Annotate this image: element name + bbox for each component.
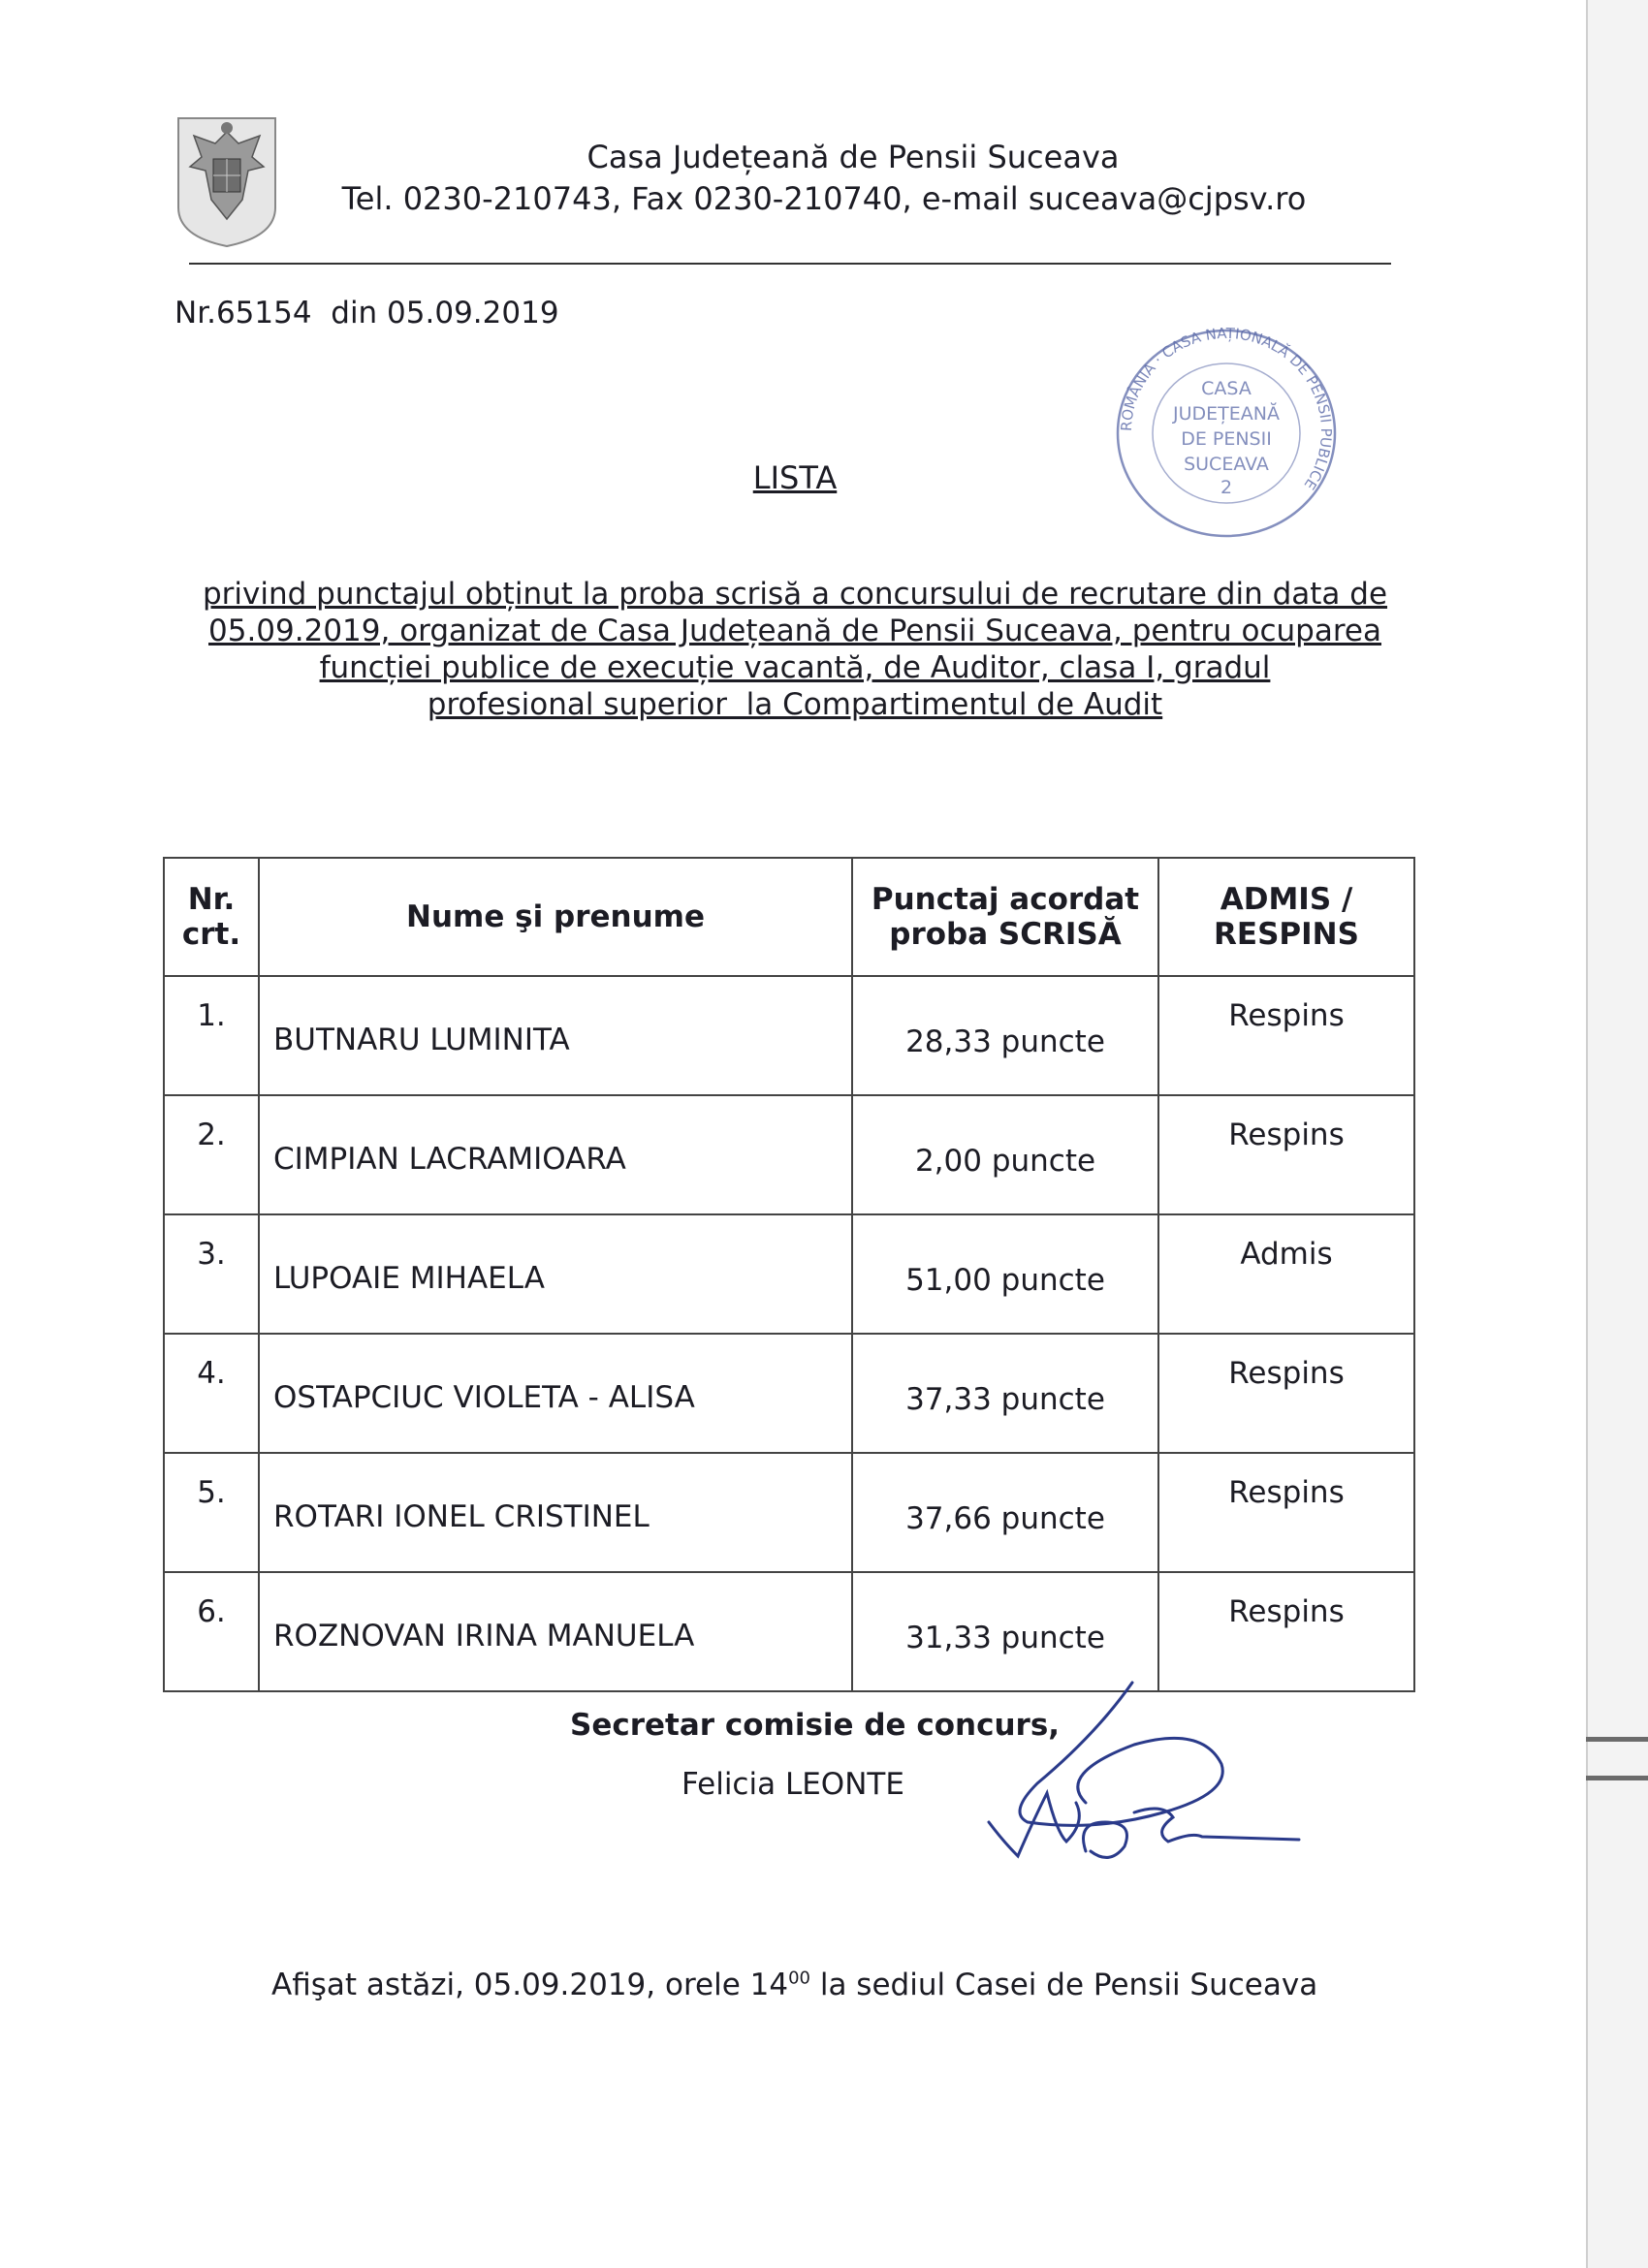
posted-notice-time-minutes: 00 xyxy=(788,1968,810,1989)
row-status: Respins xyxy=(1158,976,1414,1095)
stamp-line: CASA xyxy=(1201,378,1252,399)
table-row xyxy=(164,1572,1414,1691)
row-status: Respins xyxy=(1158,1334,1414,1453)
scan-edge-mark xyxy=(1586,1776,1648,1780)
row-nr: 6. xyxy=(164,1572,259,1691)
column-header-score-line1: Punctaj acordat xyxy=(871,882,1140,917)
row-score: 37,66 puncte xyxy=(852,1453,1158,1572)
row-name: ROTARI IONEL CRISTINEL xyxy=(259,1453,852,1572)
row-name: BUTNARU LUMINITA xyxy=(259,976,852,1095)
subtitle-line: privind punctajul obținut la proba scrisă a concursului de recrutare din data de xyxy=(202,577,1388,612)
column-header-nr-line1: Nr. xyxy=(187,882,236,917)
organization-name: Casa Județeană de Pensii Suceava xyxy=(586,139,1120,175)
row-nr: 5. xyxy=(164,1453,259,1572)
table-row xyxy=(164,1453,1414,1572)
official-stamp-icon xyxy=(1113,325,1341,543)
stamp-outer-text: ROMÂNIA · CASA NAȚIONALĂ DE PENSII PUBLICE xyxy=(1117,325,1336,493)
scan-edge xyxy=(1586,0,1648,2268)
coat-of-arms-icon xyxy=(174,110,279,248)
document-subtitle xyxy=(184,576,1406,723)
row-status: Respins xyxy=(1158,1095,1414,1214)
document-title: LISTA xyxy=(752,459,838,496)
row-nr: 2. xyxy=(164,1095,259,1214)
row-name: ROZNOVAN IRINA MANUELA xyxy=(259,1572,852,1691)
signatory-role: Secretar comisie de concurs, xyxy=(570,1708,1061,1743)
row-nr: 3. xyxy=(164,1214,259,1334)
table-row xyxy=(164,1095,1414,1214)
row-nr: 1. xyxy=(164,976,259,1095)
table-header-row xyxy=(164,858,1414,976)
column-header-score-line2: proba SCRISĂ xyxy=(889,917,1122,952)
scan-edge-mark xyxy=(1586,1737,1648,1742)
posted-notice-location: la sediul Casei de Pensii Suceava xyxy=(809,1968,1318,2002)
row-status: Respins xyxy=(1158,1453,1414,1572)
row-score: 31,33 puncte xyxy=(852,1572,1158,1691)
posted-notice xyxy=(271,1968,1338,2002)
header-divider xyxy=(189,263,1391,265)
column-header-nr xyxy=(164,858,259,976)
row-status: Respins xyxy=(1158,1572,1414,1691)
row-score: 28,33 puncte xyxy=(852,976,1158,1095)
stamp-line: 2 xyxy=(1220,477,1233,498)
handwritten-signature-icon xyxy=(979,1677,1318,1871)
table-row xyxy=(164,1334,1414,1453)
row-score: 2,00 puncte xyxy=(852,1095,1158,1214)
table-row xyxy=(164,976,1414,1095)
column-header-score xyxy=(852,858,1158,976)
row-score: 51,00 puncte xyxy=(852,1214,1158,1334)
row-nr: 4. xyxy=(164,1334,259,1453)
row-name: CIMPIAN LACRAMIOARA xyxy=(259,1095,852,1214)
organization-contact: Tel. 0230-210743, Fax 0230-210740, e-mail suceava@cjpsv.ro xyxy=(341,180,1307,217)
subtitle-line: profesional superior la Compartimentul de Audit xyxy=(427,687,1163,722)
row-score: 37,33 puncte xyxy=(852,1334,1158,1453)
stamp-line: DE PENSII xyxy=(1181,428,1272,450)
results-table xyxy=(163,857,1415,1692)
row-name: OSTAPCIUC VIOLETA - ALISA xyxy=(259,1334,852,1453)
subtitle-line: 05.09.2019, organizat de Casa Județeană de Pensii Suceava, pentru ocuparea xyxy=(208,614,1381,648)
document-number: Nr.65154 din 05.09.2019 xyxy=(174,296,559,331)
stamp-line: JUDEȚEANĂ xyxy=(1173,403,1280,425)
posted-notice-text: Afişat astăzi, 05.09.2019, orele 14 xyxy=(271,1968,789,2002)
signatory-name: Felicia LEONTE xyxy=(681,1767,904,1802)
stamp-line: SUCEAVA xyxy=(1184,454,1269,475)
subtitle-line: funcției publice de execuție vacantă, de Auditor, clasa I, gradul xyxy=(319,650,1271,685)
table-row xyxy=(164,1214,1414,1334)
row-name: LUPOAIE MIHAELA xyxy=(259,1214,852,1334)
column-header-nr-line2: crt. xyxy=(181,917,241,952)
row-status: Admis xyxy=(1158,1214,1414,1334)
column-header-status: ADMIS / RESPINS xyxy=(1158,858,1414,976)
column-header-name: Nume şi prenume xyxy=(259,858,852,976)
